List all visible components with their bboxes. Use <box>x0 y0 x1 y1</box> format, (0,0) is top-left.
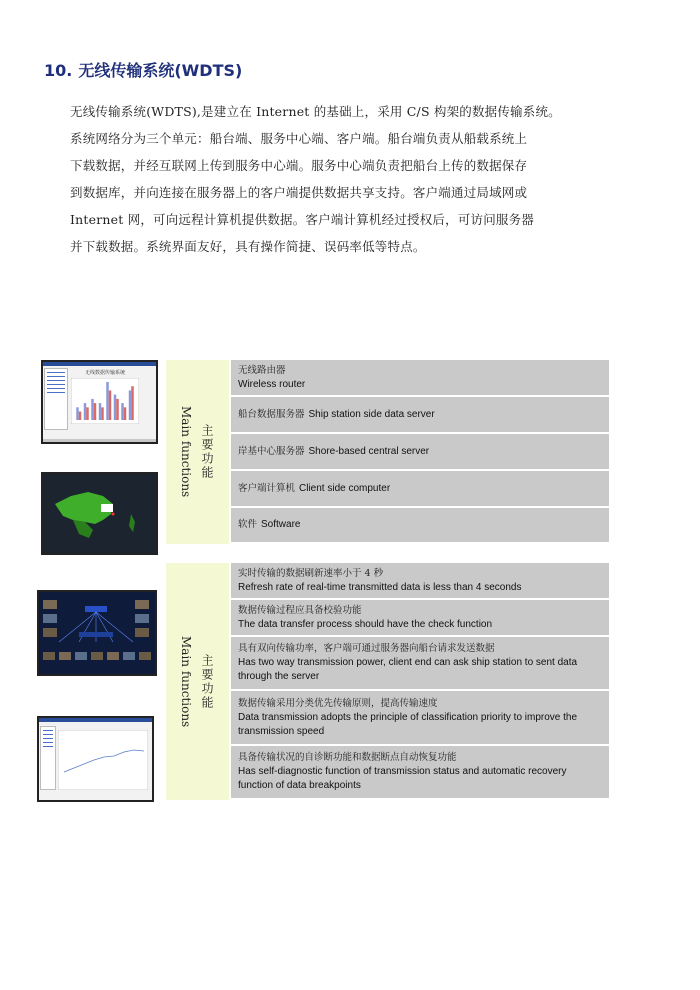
window-statusbar <box>43 439 156 442</box>
chart-bar <box>129 390 132 420</box>
row-en: Refresh rate of real-time transmitted data is less than 4 seconds <box>238 581 522 593</box>
section-heading <box>44 58 242 81</box>
window-sidebar <box>40 726 56 790</box>
row-zh: 数据传输过程应具备校验功能 <box>238 604 362 616</box>
row-zh: 船台数据服务器 <box>238 408 305 420</box>
row-zh: 无线路由器 <box>238 364 286 376</box>
paragraph-line: 并下载数据。系统界面友好，具有操作简捷、误码率低等特点。 <box>70 239 426 254</box>
table-row <box>231 746 609 800</box>
row-zh: 具备传输状况的自诊断功能和数据断点自动恢复功能 <box>238 752 457 763</box>
row-zh: 软件 <box>238 519 258 530</box>
row-zh: 数据传输采用分类优先传输原则，提高传输速度 <box>238 697 438 709</box>
row-en: Data transmission adopts the principle of classification priority to improve the transmission speed <box>238 711 578 737</box>
row-en: Ship station side data server <box>308 408 435 420</box>
row-en: Has two way transmission power, client end can ask ship station to sent data through the server <box>238 657 578 682</box>
chart-bar <box>121 403 124 420</box>
row-en: Wireless router <box>238 378 306 390</box>
window-titlebar <box>39 718 152 722</box>
window-titlebar <box>43 362 156 366</box>
table-row <box>231 434 609 471</box>
table-row <box>231 637 609 691</box>
table-row <box>231 563 609 600</box>
table-row <box>231 508 609 544</box>
chart-bar <box>79 412 82 420</box>
main-functions-label-2 <box>166 563 229 800</box>
row-en: The data transfer process should have the check function <box>238 618 493 630</box>
paragraph-line: 下载数据，并经互联网上传到服务中心端。服务中心端负责把船台上传的数据保存 <box>70 158 528 173</box>
feature-table <box>231 563 609 800</box>
chart-bar <box>94 403 97 420</box>
trend-graphic <box>58 730 148 790</box>
side-label-zh: 主要功能 <box>200 653 214 710</box>
main-functions-label-1 <box>166 360 229 544</box>
map-graphic <box>43 474 156 553</box>
chart-bar <box>99 403 102 420</box>
chart-title: 无线数据传输系统 <box>85 370 126 376</box>
chart-bar <box>86 407 89 420</box>
paragraph-line: 到数据库，并向连接在服务器上的客户端提供数据共享支持。客户端通过局域网或 <box>70 185 528 200</box>
table-row <box>231 600 609 637</box>
row-en: Client side computer <box>299 482 391 494</box>
chart-bar <box>101 407 104 420</box>
side-label-zh: 主要功能 <box>200 424 214 480</box>
mini-bar-chart <box>71 378 139 424</box>
console-graphic <box>39 592 155 674</box>
row-zh: 实时传输的数据刷新速率小于 4 秒 <box>238 567 384 579</box>
section-title: 无线传输系统(WDTS) <box>78 61 243 80</box>
side-label-en: Main functions <box>179 635 193 728</box>
chart-bar <box>109 390 112 420</box>
row-zh: 岸基中心服务器 <box>238 445 305 457</box>
paragraph-line: Internet 网，可向远程计算机提供数据。客户端计算机经过授权后，可访问服务器 <box>70 212 535 227</box>
table-row <box>231 360 609 397</box>
window-sidebar <box>44 368 68 430</box>
chart-bar <box>84 403 87 420</box>
row-en: Software <box>261 519 301 530</box>
section-number: 10. <box>44 61 73 80</box>
table-row <box>231 471 609 508</box>
table-row <box>231 691 609 746</box>
row-en: Has self-diagnostic function of transmission status and automatic recovery function of data breakpoints <box>238 766 567 791</box>
chart-bar <box>106 382 109 420</box>
screenshot-chart-window <box>41 360 158 444</box>
chart-bar <box>114 395 117 420</box>
chart-bar <box>124 407 127 420</box>
screenshot-trend-window <box>37 716 154 802</box>
chart-bar <box>91 399 94 420</box>
chart-bar <box>76 407 79 420</box>
paragraph-line: 无线传输系统(WDTS),是建立在 Internet 的基础上，采用 C/S 构架的数据传输系统。 <box>70 104 561 119</box>
row-en: Shore-based central server <box>308 445 430 457</box>
table-row <box>231 397 609 434</box>
side-label-en: Main functions <box>179 406 193 498</box>
screenshot-map <box>41 472 158 555</box>
screenshot-monitor-console <box>37 590 157 676</box>
chart-bar <box>131 386 134 420</box>
intro-paragraph <box>70 98 630 260</box>
row-zh: 客户端计算机 <box>238 482 296 494</box>
chart-bar <box>116 399 119 420</box>
row-zh: 具有双向传输功率，客户端可通过服务器向船台请求发送数据 <box>238 643 495 654</box>
paragraph-line: 系统网络分为三个单元：船台端、服务中心端、客户端。船台端负责从船载系统上 <box>70 131 528 146</box>
component-table <box>231 360 609 544</box>
